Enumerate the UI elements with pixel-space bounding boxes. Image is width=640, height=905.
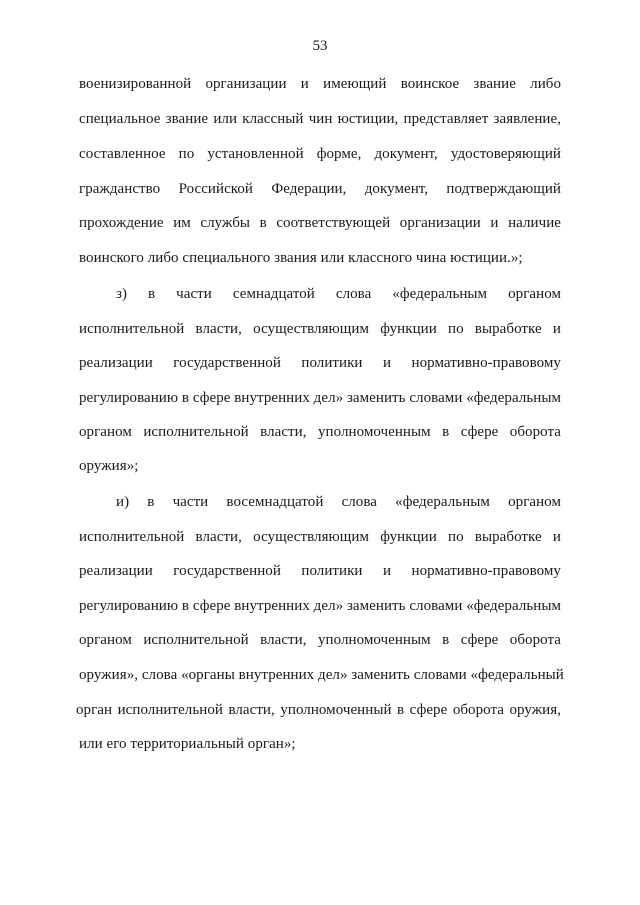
text-line: регулированию в сфере внутренних дел» заменить словами «федеральным: [79, 390, 561, 406]
text-line: и) в части восемнадцатой слова «федеральным органом: [116, 494, 561, 510]
text-line: исполнительной власти, осуществляющим функции по выработке и: [79, 529, 561, 545]
text-line: исполнительной власти, осуществляющим функции по выработке и: [79, 321, 561, 337]
text-line: или его территориальный орган»;: [79, 736, 296, 752]
text-line: оружия»;: [79, 458, 139, 474]
text-line: органом исполнительной власти, уполномоченным в сфере оборота: [79, 424, 561, 440]
text-line: з) в части семнадцатой слова «федеральным органом: [116, 286, 561, 302]
text-line: органом исполнительной власти, уполномоченным в сфере оборота: [79, 632, 561, 648]
text-line: военизированной организации и имеющий воинское звание либо: [79, 76, 561, 92]
text-line: составленное по установленной форме, документ, удостоверяющий: [79, 146, 561, 162]
text-line: прохождение им службы в соответствующей организации и наличие: [79, 215, 561, 231]
text-line: реализации государственной политики и нормативно-правовому: [79, 355, 561, 371]
page-number: 53: [312, 38, 328, 54]
text-line: гражданство Российской Федерации, документ, подтверждающий: [79, 181, 561, 197]
text-line: реализации государственной политики и нормативно-правовому: [79, 563, 561, 579]
text-line: оружия», слова «органы внутренних дел» заменить словами «федеральный: [79, 667, 564, 683]
text-line: орган исполнительной власти, уполномоченный в сфере оборота оружия,: [76, 702, 561, 718]
text-line: воинского либо специального звания или классного чина юстиции.»;: [79, 250, 523, 266]
text-line: регулированию в сфере внутренних дел» заменить словами «федеральным: [79, 598, 561, 614]
text-line: специальное звание или классный чин юстиции, представляет заявление,: [79, 111, 561, 127]
